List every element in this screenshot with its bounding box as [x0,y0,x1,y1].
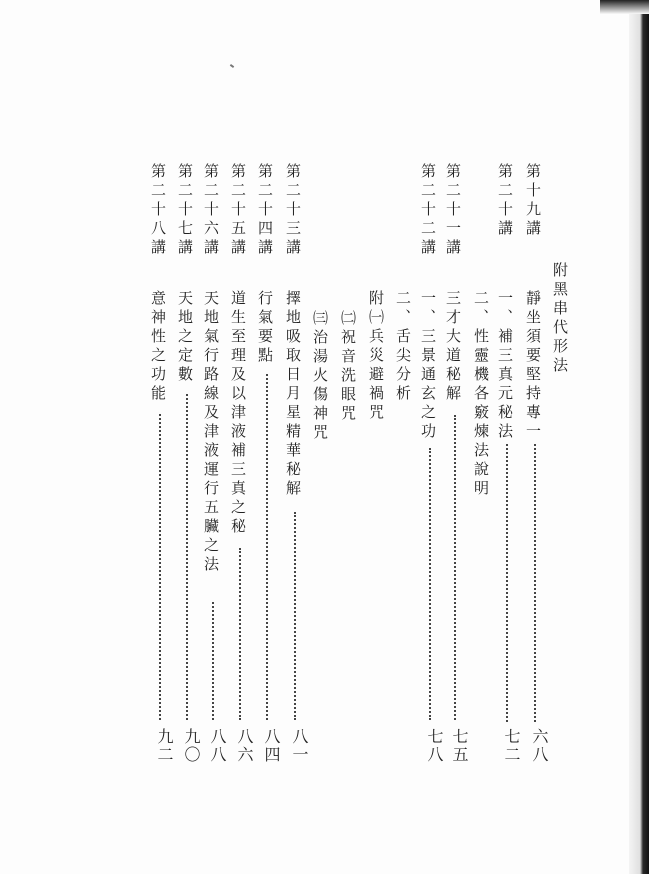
dot-leader [534,444,536,722]
dot-leader [266,374,268,720]
lecture-number: 第二十四講 [256,163,274,258]
lecture-number: 第二十講 [496,163,514,239]
page-number: 六八 [530,728,549,764]
page-number: 八八 [208,728,227,764]
page-number: 七二 [502,728,521,764]
entry-title: 擇地吸取日月星精華秘解 [284,290,302,499]
page-edge-shadow [629,0,649,874]
lecture-number: 第十九講 [524,163,542,239]
entry-title: 一、補三真元秘法 [496,290,514,442]
lecture-number: 第二十六講 [202,163,220,258]
page-corner-shadow [600,0,649,14]
page-number: 七五 [450,728,469,764]
dot-leader [429,448,431,720]
entry-title: 意神性之功能 [149,290,167,404]
dot-leader [506,444,508,722]
entry-title: ㈢治湯火傷神咒 [311,310,329,443]
lecture-number: 第二十三講 [284,163,302,258]
lecture-number: 第二十七講 [176,163,194,258]
dot-leader [454,415,456,720]
lecture-number: 第二十一講 [444,163,462,258]
entry-title: 二、性靈機各竅煉法說明 [472,290,490,499]
entry-title: 三才大道秘解 [444,290,462,404]
page-number: 七八 [425,728,444,764]
page-number: 九〇 [182,728,201,764]
entry-title: 二、舌尖分析 [394,290,412,404]
dot-leader [294,512,296,720]
entry-title: 天地之定數 [176,290,194,385]
entry-title: 一、三景通玄之功 [419,290,437,442]
dot-leader [239,548,241,720]
lecture-number: 第二十二講 [419,163,437,258]
lecture-number: 第二十五講 [229,163,247,258]
lecture-number: 第二十八講 [149,163,167,258]
entry-title: 道生至理及以津液補三真之秘 [229,290,247,537]
dot-leader [186,394,188,720]
page-number: 八一 [290,728,309,764]
page-number: 九二 [155,728,174,764]
page-number: 八六 [235,728,254,764]
entry-title: ㈡祝音洗眼咒 [339,310,357,424]
dot-leader [212,602,214,720]
appendix-header: 附黑串代形法 [551,262,569,376]
entry-title: 天地氣行路線及津液運行五臟之法 [202,290,220,575]
entry-title: 靜坐須要堅持專一 [524,290,542,442]
entry-title: 附㈠兵災避禍咒 [367,290,385,423]
dot-leader [159,414,161,720]
scan-speck [230,64,234,68]
entry-title: 行氣要點 [256,290,274,366]
page-number: 八四 [262,728,281,764]
